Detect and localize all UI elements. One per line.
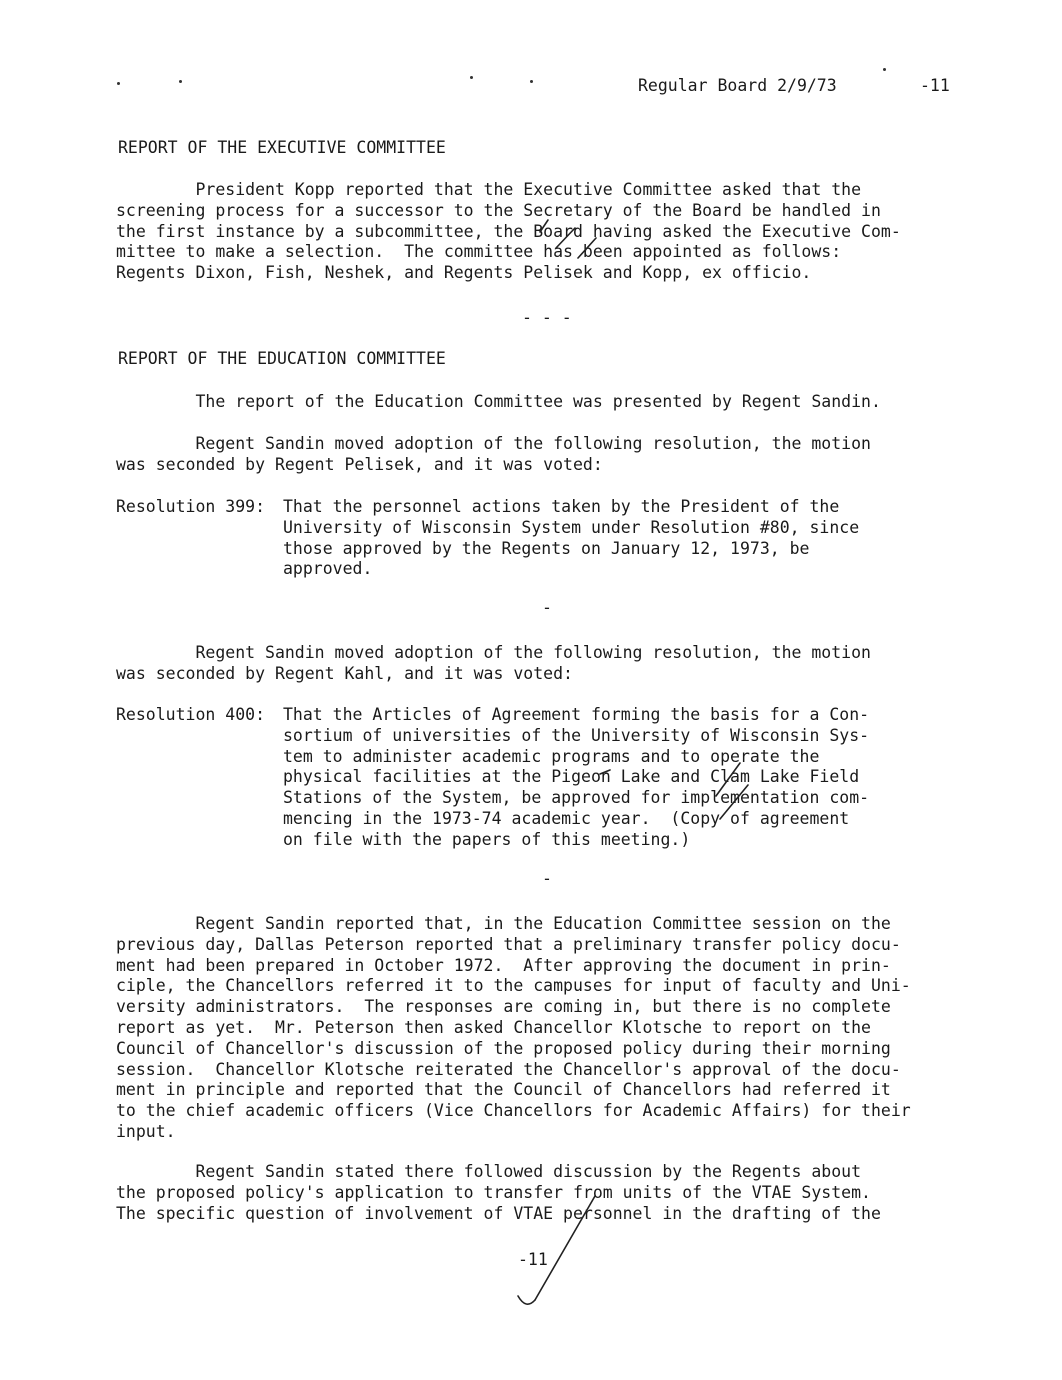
text-line: Stations of the System, be approved for implementation com-	[283, 788, 870, 808]
text-line: President Kopp reported that the Executive Committee asked that the	[116, 180, 862, 199]
text-line: screening process for a successor to the Secretary of the Board be handled in	[116, 200, 881, 220]
text-line: was seconded by Regent Kahl, and it was voted:	[116, 663, 573, 683]
scan-speck	[883, 68, 886, 71]
text-line: previous day, Dallas Peterson reported that a preliminary transfer policy docu-	[116, 934, 901, 954]
text-line: was seconded by Regent Pelisek, and it was voted:	[116, 454, 603, 474]
scan-speck	[117, 82, 120, 85]
discussion-paragraph	[116, 1162, 952, 1224]
resolution-399-text	[283, 497, 859, 580]
scan-speck	[470, 76, 473, 79]
education-intro	[116, 392, 952, 413]
text-line: ciple, the Chancellors referred it to the campuses for input of faculty and Uni-	[116, 976, 911, 996]
text-line: sortium of universities of the University of Wisconsin Sys-	[283, 725, 870, 745]
text-line: those approved by the Regents on January 12, 1973, be	[283, 538, 810, 558]
resolution-400-label: Resolution 400:	[116, 705, 266, 724]
text-line: to the chief academic officers (Vice Chancellors for Academic Affairs) for their	[116, 1101, 911, 1121]
text-line: Regent Sandin moved adoption of the following resolution, the motion	[116, 643, 871, 662]
resolution-400-text	[283, 705, 869, 851]
text-line: Regent Sandin reported that, in the Education Committee session on the	[116, 914, 891, 933]
executive-committee-heading: REPORT OF THE EXECUTIVE COMMITTEE	[118, 138, 446, 157]
text-line: Regent Sandin stated there followed discussion by the Regents about	[116, 1162, 862, 1181]
motion-paragraph-2	[116, 643, 952, 685]
text-line: approved.	[283, 559, 373, 579]
text-line: physical facilities at the Pigeon Lake and Clam Lake Field	[283, 767, 860, 787]
check-mark-stroke	[518, 1296, 535, 1304]
footer-page-number: -11	[518, 1250, 548, 1269]
text-line: on file with the papers of this meeting.)	[283, 829, 691, 849]
education-report-paragraph	[116, 914, 952, 1143]
item-separator: -	[542, 598, 552, 617]
text-line: tem to administer academic programs and to operate the	[283, 746, 820, 766]
text-line: ment had been prepared in October 1972. After approving the document in prin-	[116, 955, 891, 975]
resolution-399-label: Resolution 399:	[116, 497, 266, 516]
text-line: The specific question of involvement of VTAE personnel in the drafting of the	[116, 1203, 881, 1223]
text-line: report as yet. Mr. Peterson then asked Chancellor Klotsche to report on the	[116, 1017, 871, 1037]
text-line: session. Chancellor Klotsche reiterated the Chancellor's approval of the docu-	[116, 1059, 901, 1079]
text-line: That the Articles of Agreement forming the basis for a Con-	[283, 705, 870, 724]
education-committee-heading: REPORT OF THE EDUCATION COMMITTEE	[118, 349, 446, 368]
header-page-number: -11	[920, 76, 950, 95]
scan-speck	[179, 80, 182, 83]
text-line: input.	[116, 1121, 176, 1141]
page-header-title: Regular Board 2/9/73	[638, 76, 837, 95]
text-line: Council of Chancellor's discussion of the proposed policy during their morning	[116, 1038, 891, 1058]
text-line: That the personnel actions taken by the President of the	[283, 497, 840, 516]
text-line: Regents Dixon, Fish, Neshek, and Regents Pelisek and Kopp, ex officio.	[116, 263, 812, 283]
motion-paragraph-1	[116, 434, 952, 476]
executive-committee-paragraph	[116, 180, 952, 284]
text-line: versity administrators. The responses are coming in, but there is no complete	[116, 997, 891, 1017]
text-line: University of Wisconsin System under Resolution #80, since	[283, 517, 860, 537]
text-line: mencing in the 1973-74 academic year. (Copy of agreement	[283, 808, 850, 828]
item-separator: -	[542, 869, 552, 888]
text-line: ment in principle and reported that the Council of Chancellors had referred it	[116, 1080, 891, 1100]
scan-speck	[530, 80, 533, 83]
section-separator: - - -	[522, 308, 572, 327]
text-line: Regent Sandin moved adoption of the following resolution, the motion	[116, 434, 871, 453]
text-line: the proposed policy's application to transfer from units of the VTAE System.	[116, 1182, 871, 1202]
text-line: mittee to make a selection. The committee has been appointed as follows:	[116, 242, 842, 262]
text-line: the first instance by a subcommittee, the Board having asked the Executive Com-	[116, 221, 901, 241]
text-line: The report of the Education Committee was presented by Regent Sandin.	[116, 392, 881, 411]
